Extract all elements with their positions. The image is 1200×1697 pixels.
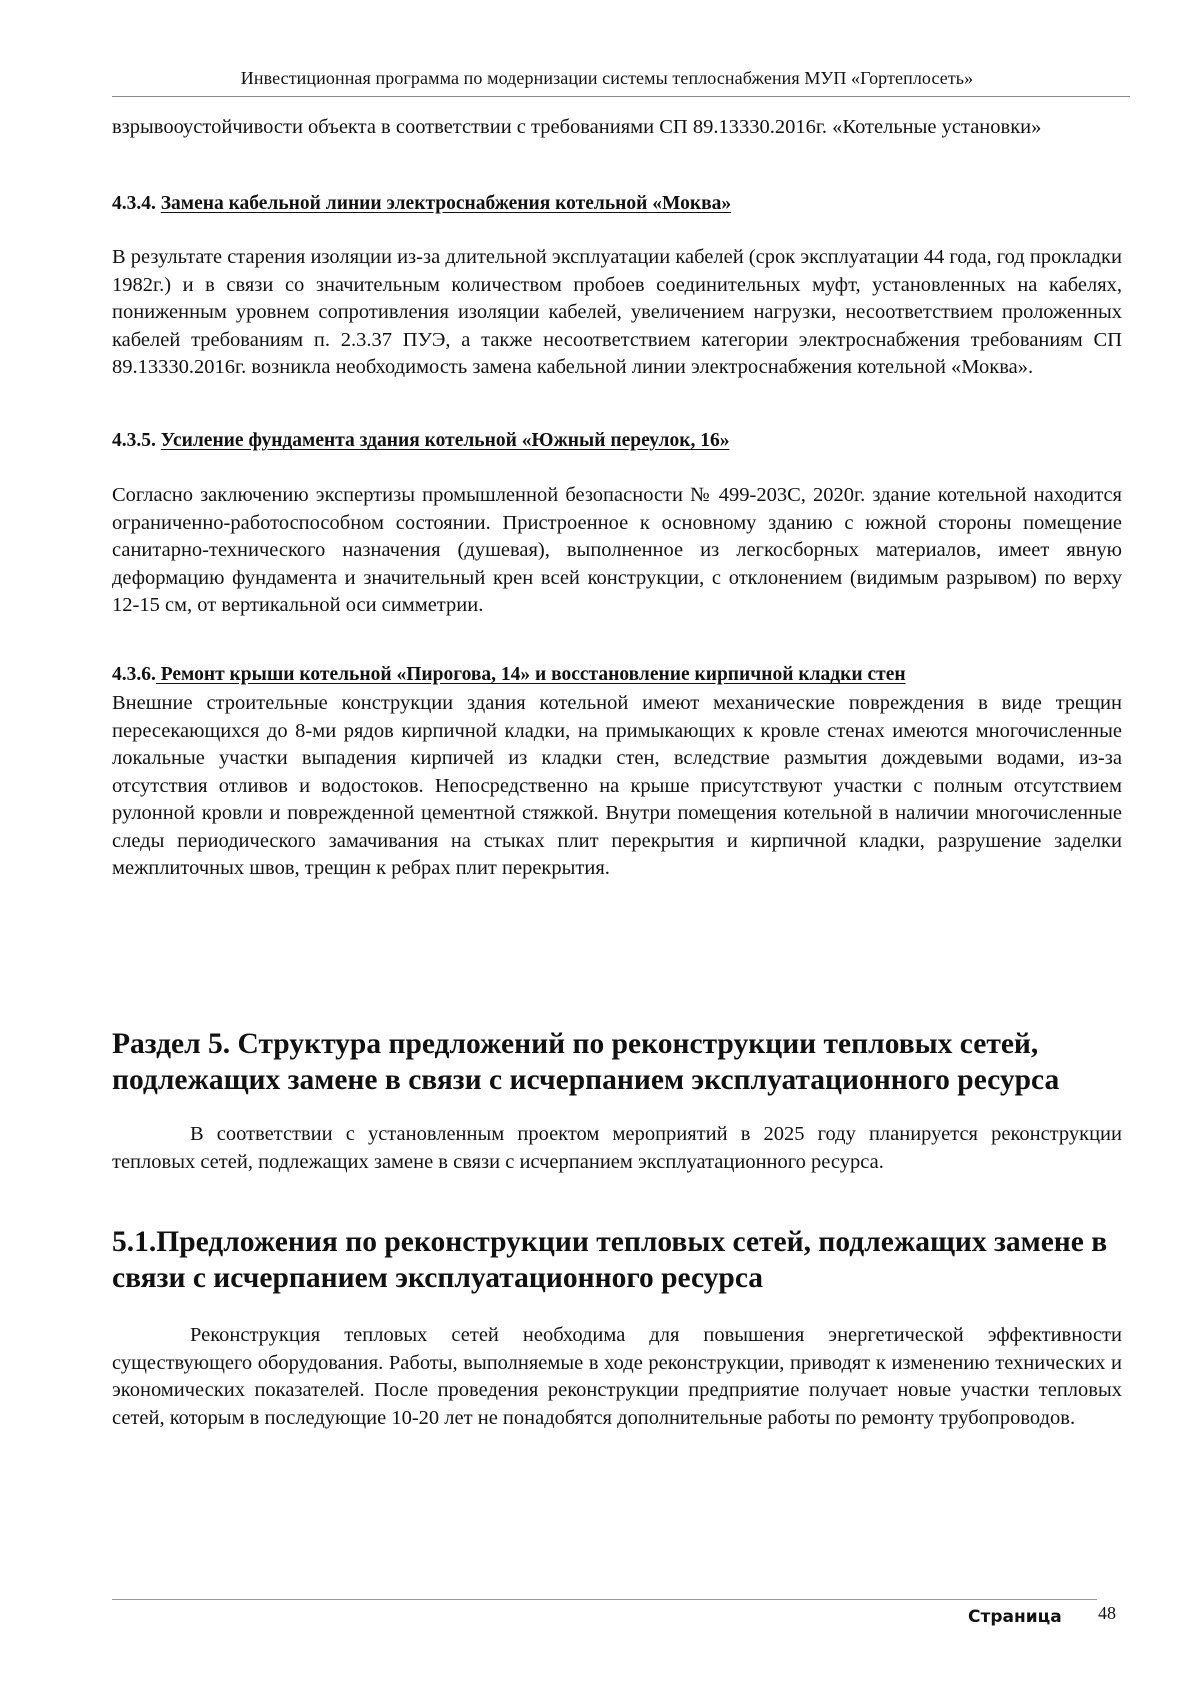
subsection-number: 4.3.5. (112, 430, 161, 451)
subsection-4-3-5-text: Согласно заключению экспертизы промышленной безопасности № 499-203С, 2020г. здание котельной находится ограниченно-работоспособном состоянии. Пристроенное к основному зданию с южной стороны помещение санитарно-технического назначения (душевая), выполненное из легкосборных материалов, имеет явную деформацию фундамента и значительный крен всей конструкции, с отклонением (видимым разрывом) по верху 12-15 см, от вертикальной оси симметрии. (112, 484, 1122, 616)
subsection-4-3-6-text: Внешние строительные конструкции здания котельной имеют механические повреждения в виде трещин пересекающихся до 8-ми рядов кирпичной кладки, на примыкающих к кровле стенах имеются многочисленные локальные участки выпадения кирпичей из кладки стен, вследствие размытия дождевыми водами, из-за отсутствия отливов и водостоков. Непосредственно на крыше присутствуют участки с полным отсутствием рулонной кровли и поврежденной цементной стяжкой. Внутри помещения котельной в наличии многочисленные следы периодического замачивания на стыках плит перекрытия и кирпичной кладки, разрушение заделки межплиточных швов, трещин к ребрах плит перекрытия. (112, 692, 1122, 879)
section-5-text: В соответствии с установленным проектом мероприятий в 2025 году планируется реконструкции тепловых сетей, подлежащих замене в связи с исчерпанием эксплуатационного ресурса. (112, 1123, 1122, 1173)
subsection-4-3-6-heading (112, 664, 906, 686)
section-5-1-heading: 5.1.Предложения по реконструкции тепловых сетей, подлежащих замене в связи с исчерпанием эксплуатационного ресурса (112, 1226, 1108, 1294)
subsection-title: Усиление фундамента здания котельной «Южный переулок, 16» (160, 430, 730, 451)
section-5-1-text: Реконструкция тепловых сетей необходима для повышения энергетической эффективности существующего оборудования. Работы, выполняемые в ходе реконструкции, приводят к изменению технических и экономических показателей. После проведения реконструкции предприятие получает новые участки тепловых сетей, которым в последующие 10-20 лет не понадобятся дополнительные работы по ремонту трубопроводов. (112, 1324, 1122, 1429)
header-divider (112, 96, 1130, 97)
subsection-4-3-5-heading (112, 430, 729, 452)
subsection-4-3-4-text: В результате старения изоляции из-за длительной эксплуатации кабелей (срок эксплуатации 44 года, год прокладки 1982г.) и в связи со значительным количеством пробоев соединительных муфт, установленных на кабелях, пониженным уровнем сопротивления изоляции кабелей, увеличением нагрузки, несоответствием проложенных кабелей требованиям п. 2.3.37 ПУЭ, а также несоответствием категории электроснабжения требованиям СП 89.13330.2016г. возникла необходимость замена кабельной линии электроснабжения котельной «Моква». (112, 246, 1122, 378)
footer-page-label: Страница (968, 1607, 1062, 1627)
running-header: Инвестиционная программа по модернизации системы теплоснабжения МУП «Гортеплосеть» (240, 68, 974, 88)
subsection-number: 4.3.6. (112, 664, 156, 685)
subsection-title: Замена кабельной линии электроснабжения котельной «Моква» (160, 193, 732, 214)
subsection-number: 4.3.4. (112, 193, 161, 214)
subsection-title: Ремонт крыши котельной «Пирогова, 14» и восстановление кирпичной кладки стен (155, 664, 906, 685)
section-5-heading: Раздел 5. Структура предложений по реконструкции тепловых сетей, подлежащих замене в связи с исчерпанием эксплуатационного ресурса (112, 1028, 1060, 1096)
subsection-4-3-4-heading (112, 193, 731, 215)
footer-divider (112, 1599, 1097, 1600)
page-number: 48 (1098, 1603, 1116, 1623)
intro-paragraph: взрывооустойчивости объекта в соответствии с требованиями СП 89.13330.2016г. «Котельные установки» (112, 116, 1042, 138)
